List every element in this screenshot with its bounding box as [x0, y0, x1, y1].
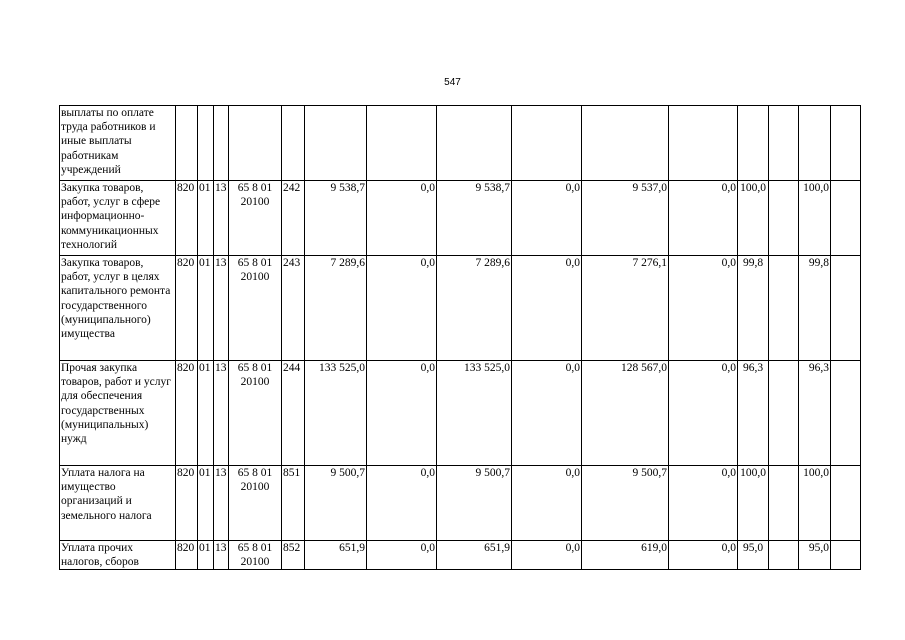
percent-cell-2 [769, 181, 799, 256]
percent-cell-3: 96,3 [799, 361, 831, 466]
value-cell-3: 651,9 [437, 541, 512, 570]
razdel-cell [198, 106, 214, 181]
percent-cell-2 [769, 541, 799, 570]
podrazdel-cell: 13 [214, 361, 229, 466]
podrazdel-cell: 13 [214, 541, 229, 570]
table-row [60, 256, 861, 361]
vedomstvo-cell: 820 [176, 361, 198, 466]
row-name-cell: выплаты по оплате труда работников и иные выплаты работникам учреждений [60, 106, 176, 181]
percent-cell-2 [769, 106, 799, 181]
budget-table [59, 105, 861, 570]
table-row [60, 466, 861, 541]
expense-type-cell: 243 [282, 256, 305, 361]
row-name-cell: Прочая закупка товаров, работ и услуг для обеспечения государственных (муниципальных) нужд [60, 361, 176, 466]
value-cell-1: 133 525,0 [305, 361, 367, 466]
value-cell-6: 0,0 [669, 541, 738, 570]
vedomstvo-cell: 820 [176, 256, 198, 361]
value-cell-2: 0,0 [367, 256, 437, 361]
value-cell-1: 651,9 [305, 541, 367, 570]
vedomstvo-cell [176, 106, 198, 181]
table-row [60, 106, 861, 181]
value-cell-4: 0,0 [512, 256, 582, 361]
podrazdel-cell [214, 106, 229, 181]
value-cell-5: 9 537,0 [582, 181, 669, 256]
value-cell-3 [437, 106, 512, 181]
target-article-cell: 65 8 01 20100 [229, 181, 282, 256]
razdel-cell: 01 [198, 466, 214, 541]
row-name-cell: Уплата налога на имущество организаций и земельного налога [60, 466, 176, 541]
razdel-cell: 01 [198, 541, 214, 570]
percent-cell-3 [799, 106, 831, 181]
value-cell-3: 7 289,6 [437, 256, 512, 361]
vedomstvo-cell: 820 [176, 541, 198, 570]
value-cell-4 [512, 106, 582, 181]
value-cell-3: 9 538,7 [437, 181, 512, 256]
value-cell-1: 9 500,7 [305, 466, 367, 541]
target-article-cell [229, 106, 282, 181]
value-cell-3: 133 525,0 [437, 361, 512, 466]
percent-cell-2 [769, 361, 799, 466]
percent-cell-3: 100,0 [799, 466, 831, 541]
percent-cell-4 [831, 466, 861, 541]
value-cell-6: 0,0 [669, 466, 738, 541]
row-name-cell: Закупка товаров, работ, услуг в сфере информационно-коммуникационных технологий [60, 181, 176, 256]
percent-cell-3: 99,8 [799, 256, 831, 361]
table-row [60, 361, 861, 466]
percent-cell-1: 100,0 [738, 466, 769, 541]
value-cell-2: 0,0 [367, 361, 437, 466]
value-cell-6: 0,0 [669, 256, 738, 361]
page-number: 547 [444, 77, 461, 88]
value-cell-1 [305, 106, 367, 181]
value-cell-4: 0,0 [512, 361, 582, 466]
value-cell-6: 0,0 [669, 361, 738, 466]
percent-cell-1: 96,3 [738, 361, 769, 466]
value-cell-2: 0,0 [367, 541, 437, 570]
value-cell-5: 7 276,1 [582, 256, 669, 361]
razdel-cell: 01 [198, 181, 214, 256]
percent-cell-4 [831, 361, 861, 466]
expense-type-cell: 851 [282, 466, 305, 541]
percent-cell-1 [738, 106, 769, 181]
value-cell-1: 9 538,7 [305, 181, 367, 256]
value-cell-6 [669, 106, 738, 181]
value-cell-5 [582, 106, 669, 181]
row-name-cell: Закупка товаров, работ, услуг в целях капитального ремонта государственного (муниципального) имущества [60, 256, 176, 361]
podrazdel-cell: 13 [214, 256, 229, 361]
value-cell-4: 0,0 [512, 181, 582, 256]
percent-cell-1: 100,0 [738, 181, 769, 256]
table-row [60, 181, 861, 256]
target-article-cell: 65 8 01 20100 [229, 466, 282, 541]
expense-type-cell: 244 [282, 361, 305, 466]
target-article-cell: 65 8 01 20100 [229, 541, 282, 570]
percent-cell-2 [769, 256, 799, 361]
percent-cell-4 [831, 256, 861, 361]
value-cell-1: 7 289,6 [305, 256, 367, 361]
value-cell-2: 0,0 [367, 466, 437, 541]
target-article-cell: 65 8 01 20100 [229, 256, 282, 361]
percent-cell-1: 99,8 [738, 256, 769, 361]
expense-type-cell: 242 [282, 181, 305, 256]
target-article-cell: 65 8 01 20100 [229, 361, 282, 466]
podrazdel-cell: 13 [214, 466, 229, 541]
percent-cell-1: 95,0 [738, 541, 769, 570]
value-cell-4: 0,0 [512, 541, 582, 570]
value-cell-3: 9 500,7 [437, 466, 512, 541]
percent-cell-3: 95,0 [799, 541, 831, 570]
value-cell-6: 0,0 [669, 181, 738, 256]
percent-cell-4 [831, 181, 861, 256]
percent-cell-4 [831, 106, 861, 181]
percent-cell-3: 100,0 [799, 181, 831, 256]
table-row [60, 541, 861, 570]
value-cell-5: 619,0 [582, 541, 669, 570]
percent-cell-4 [831, 541, 861, 570]
value-cell-2 [367, 106, 437, 181]
podrazdel-cell: 13 [214, 181, 229, 256]
vedomstvo-cell: 820 [176, 466, 198, 541]
value-cell-4: 0,0 [512, 466, 582, 541]
value-cell-5: 9 500,7 [582, 466, 669, 541]
row-name-cell: Уплата прочих налогов, сборов [60, 541, 176, 570]
razdel-cell: 01 [198, 361, 214, 466]
expense-type-cell: 852 [282, 541, 305, 570]
value-cell-2: 0,0 [367, 181, 437, 256]
expense-type-cell [282, 106, 305, 181]
vedomstvo-cell: 820 [176, 181, 198, 256]
value-cell-5: 128 567,0 [582, 361, 669, 466]
percent-cell-2 [769, 466, 799, 541]
razdel-cell: 01 [198, 256, 214, 361]
